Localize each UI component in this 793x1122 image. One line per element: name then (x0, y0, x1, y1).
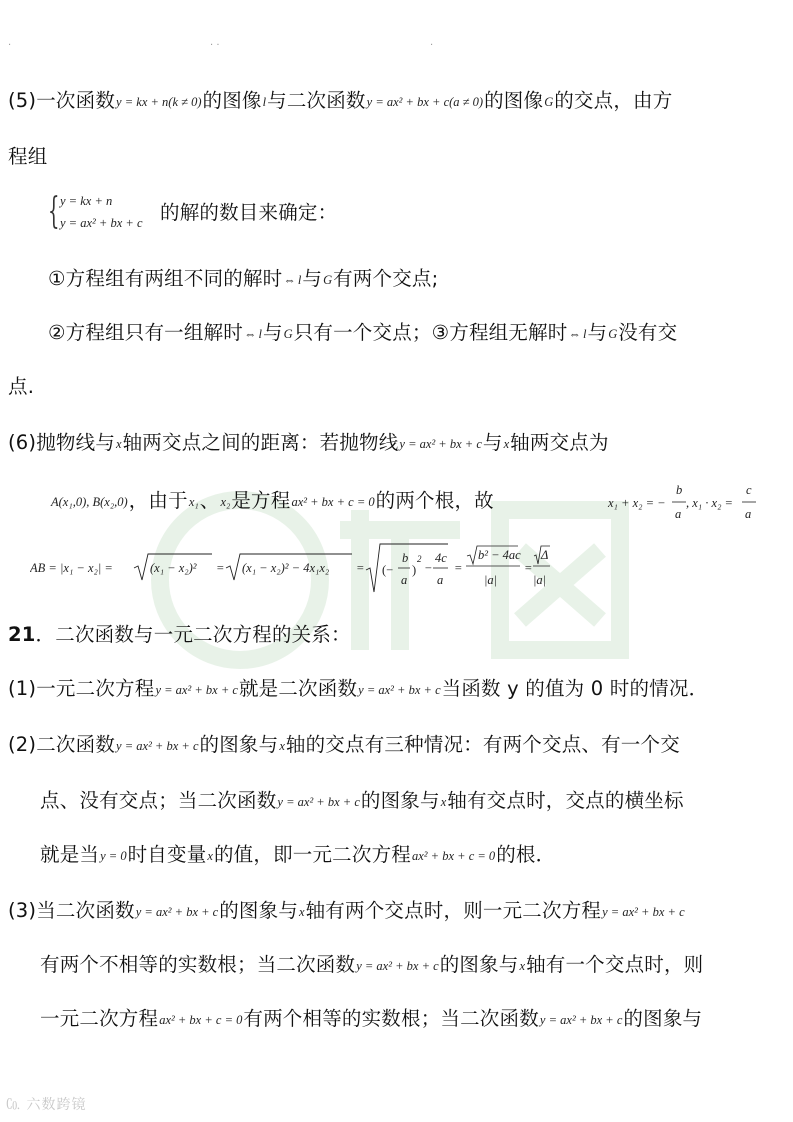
dist-delta: Δ (541, 548, 549, 562)
svg-text:(−: (− (382, 563, 394, 577)
eq-linear-function: y = kx + n(k ≠ 0) (116, 95, 202, 109)
text: 轴有交点时，交点的横坐标 (447, 789, 684, 812)
system-eq-2: y = ax² + bx + c (60, 216, 143, 230)
symbol-x: x (207, 849, 213, 863)
symbol-l: l (262, 95, 267, 109)
text: 时自变量 (127, 843, 207, 866)
symbol-l: l (583, 327, 587, 341)
text: 当函数 y 的值为 0 时的情况． (441, 677, 709, 700)
text: (2)二次函数 (8, 733, 116, 756)
text: 有两个交点; (333, 267, 439, 290)
system-eq-1: y = kx + n (60, 194, 113, 208)
text: 就是当 (40, 843, 100, 866)
top-mark: · (430, 40, 434, 51)
iff-symbol: ⇔ (568, 327, 581, 341)
p6-line2 (50, 488, 494, 515)
dist-den: |a| (484, 573, 498, 587)
text: 有两个不相等的实数根；当二次函数 (40, 953, 356, 976)
text: 没有交 (618, 321, 678, 344)
text: 的两个根，故 (375, 489, 494, 512)
svg-text:=: = (524, 561, 533, 575)
section-21-heading (8, 622, 351, 648)
text: 的图象与 (623, 1007, 703, 1030)
vieta-a2: a (745, 507, 752, 521)
vieta-c: c (746, 483, 752, 497)
section-title: ．二次函数与一元二次方程的关系： (35, 623, 351, 646)
rel-3-line3 (40, 1006, 702, 1033)
text: 是方程 (231, 489, 291, 512)
symbol-x: x (279, 739, 285, 753)
eq: y = ax² + bx + c (539, 1013, 623, 1027)
p6-line1 (8, 430, 609, 457)
symbol-x: x (519, 959, 526, 973)
svg-text:=: = (356, 561, 365, 575)
symbol-x2: x₂ (220, 495, 231, 509)
text: 与 (302, 267, 323, 290)
svg-text:): ) (412, 563, 417, 577)
rel-2-line3 (40, 842, 555, 869)
text: 轴两交点之间的距离：若抛物线 (122, 431, 399, 454)
text: ①方程组有两组不同的解时 (48, 267, 283, 290)
symbol-G: G (323, 273, 333, 287)
text: ②方程组只有一组解时 (48, 321, 243, 344)
text: 点. (8, 375, 35, 398)
text: 点、没有交点；当二次函数 (40, 789, 277, 812)
eq: y = ax² + bx + c (116, 739, 199, 753)
svg-text:−: − (424, 561, 433, 575)
text: 有两个相等的实数根；当二次函数 (243, 1007, 539, 1030)
eq-zero: ax² + bx + c = 0 (291, 495, 375, 509)
text: 的值，即一元二次方程 (213, 843, 411, 866)
text: 一元二次方程 (40, 1007, 159, 1030)
text: (1)一元二次方程 (8, 677, 155, 700)
dist-r2: (x₁ − x₂)² − 4x₁x₂ (242, 561, 330, 575)
symbol-G: G (608, 327, 618, 341)
eq: y = ax² + bx + c (602, 905, 685, 919)
text: 的交点，由方 (554, 89, 673, 112)
vieta-a: a (675, 507, 682, 521)
dist-lhs: AB = |x₁ − x₂| = (30, 561, 113, 575)
iff-symbol: ⇔ (283, 273, 296, 287)
vieta-prod: , x₁ · x₂ = (686, 496, 733, 510)
iff-symbol: ⇔ (243, 327, 257, 341)
text: 的解的数目来确定： (160, 201, 338, 224)
p5-line1 (8, 88, 672, 115)
eq: y = ax² + bx + c (155, 683, 238, 697)
system-caption (160, 200, 337, 226)
rel-3-line1 (8, 898, 686, 925)
text: (6)抛物线与 (8, 431, 116, 454)
dist-a: a (401, 573, 408, 587)
text: 与 (262, 321, 283, 344)
text: ，由于 (128, 489, 188, 512)
text: 程组 (8, 145, 48, 168)
text: 只有一个交点；③方程组无解时 (293, 321, 568, 344)
svg-text:=: = (216, 561, 225, 575)
eq-quadratic-function: y = ax² + bx + c(a ≠ 0) (366, 95, 484, 109)
dist-4c: 4c (435, 551, 447, 565)
dist-den2: |a| (533, 573, 547, 587)
text: 的图象与 (360, 789, 440, 812)
symbol-G: G (283, 327, 293, 341)
distance-formula (30, 540, 550, 596)
equation-system (48, 190, 168, 238)
text: 轴有两个交点时，则一元二次方程 (305, 899, 602, 922)
text: 与 (587, 321, 608, 344)
eq: ax² + bx + c = 0 (159, 1013, 243, 1027)
symbol-x: x (299, 905, 305, 919)
eq: ax² + bx + c = 0 (411, 849, 496, 863)
symbol-l: l (297, 273, 302, 287)
text: 的图像 (484, 89, 544, 112)
dist-num: b² − 4ac (478, 548, 521, 562)
text: 的图象与 (219, 899, 299, 922)
brace-icon: { (48, 191, 60, 232)
vieta-sum: x₁ + x₂ = − (608, 496, 666, 510)
symbol-G: G (544, 95, 554, 109)
text: 的图象与 (199, 733, 279, 756)
eq-parabola: y = ax² + bx + c (399, 437, 482, 451)
rel-1 (8, 676, 708, 703)
dist-a2: a (437, 573, 444, 587)
section-number: 21 (8, 623, 36, 646)
svg-text:2: 2 (417, 554, 422, 564)
top-mark: · (8, 40, 12, 51)
text: 轴两交点为 (510, 431, 609, 454)
vieta-formula (606, 478, 766, 526)
svg-text:=: = (454, 561, 463, 575)
text: 的图像 (202, 89, 262, 112)
text: 轴的交点有三种情况：有两个交点、有一个交 (285, 733, 680, 756)
top-mark: · · (210, 40, 220, 51)
case-2-3-cont (8, 374, 34, 400)
case-2-3 (48, 320, 677, 347)
rel-3-line2 (40, 952, 703, 979)
text: 的图象与 (439, 953, 519, 976)
rel-2-line2 (40, 788, 684, 815)
symbol-x: x (116, 437, 122, 451)
symbol-l: l (258, 327, 262, 341)
rel-2-line1 (8, 732, 680, 759)
footer-logo: ㏇ 六数跨镜 (6, 1097, 87, 1113)
text: 就是二次函数 (238, 677, 358, 700)
text: (3)当二次函数 (8, 899, 135, 922)
text: 与二次函数 (267, 89, 366, 112)
vieta-b: b (676, 483, 683, 497)
p5-prefix: (5)一次函数 (8, 89, 116, 112)
eq: y = ax² + bx + c (135, 905, 219, 919)
eq: y = ax² + bx + c (358, 683, 441, 697)
eq: y = ax² + bx + c (356, 959, 439, 973)
symbol-x: x (440, 795, 447, 809)
eq: y = ax² + bx + c (277, 795, 360, 809)
case-1 (48, 266, 438, 293)
text: 、 (199, 489, 220, 512)
intersection-points: A(x₁,0), B(x₂,0) (51, 495, 128, 509)
text: 的根． (496, 843, 556, 866)
dist-r1: (x₁ − x₂)² (150, 561, 197, 575)
symbol-x1: x₁ (188, 495, 199, 509)
p5-line2 (8, 144, 47, 170)
dist-b: b (402, 551, 409, 565)
text: 与 (482, 431, 503, 454)
eq: y = 0 (100, 849, 127, 863)
text: 轴有一个交点时，则 (526, 953, 704, 976)
symbol-x: x (503, 437, 510, 451)
